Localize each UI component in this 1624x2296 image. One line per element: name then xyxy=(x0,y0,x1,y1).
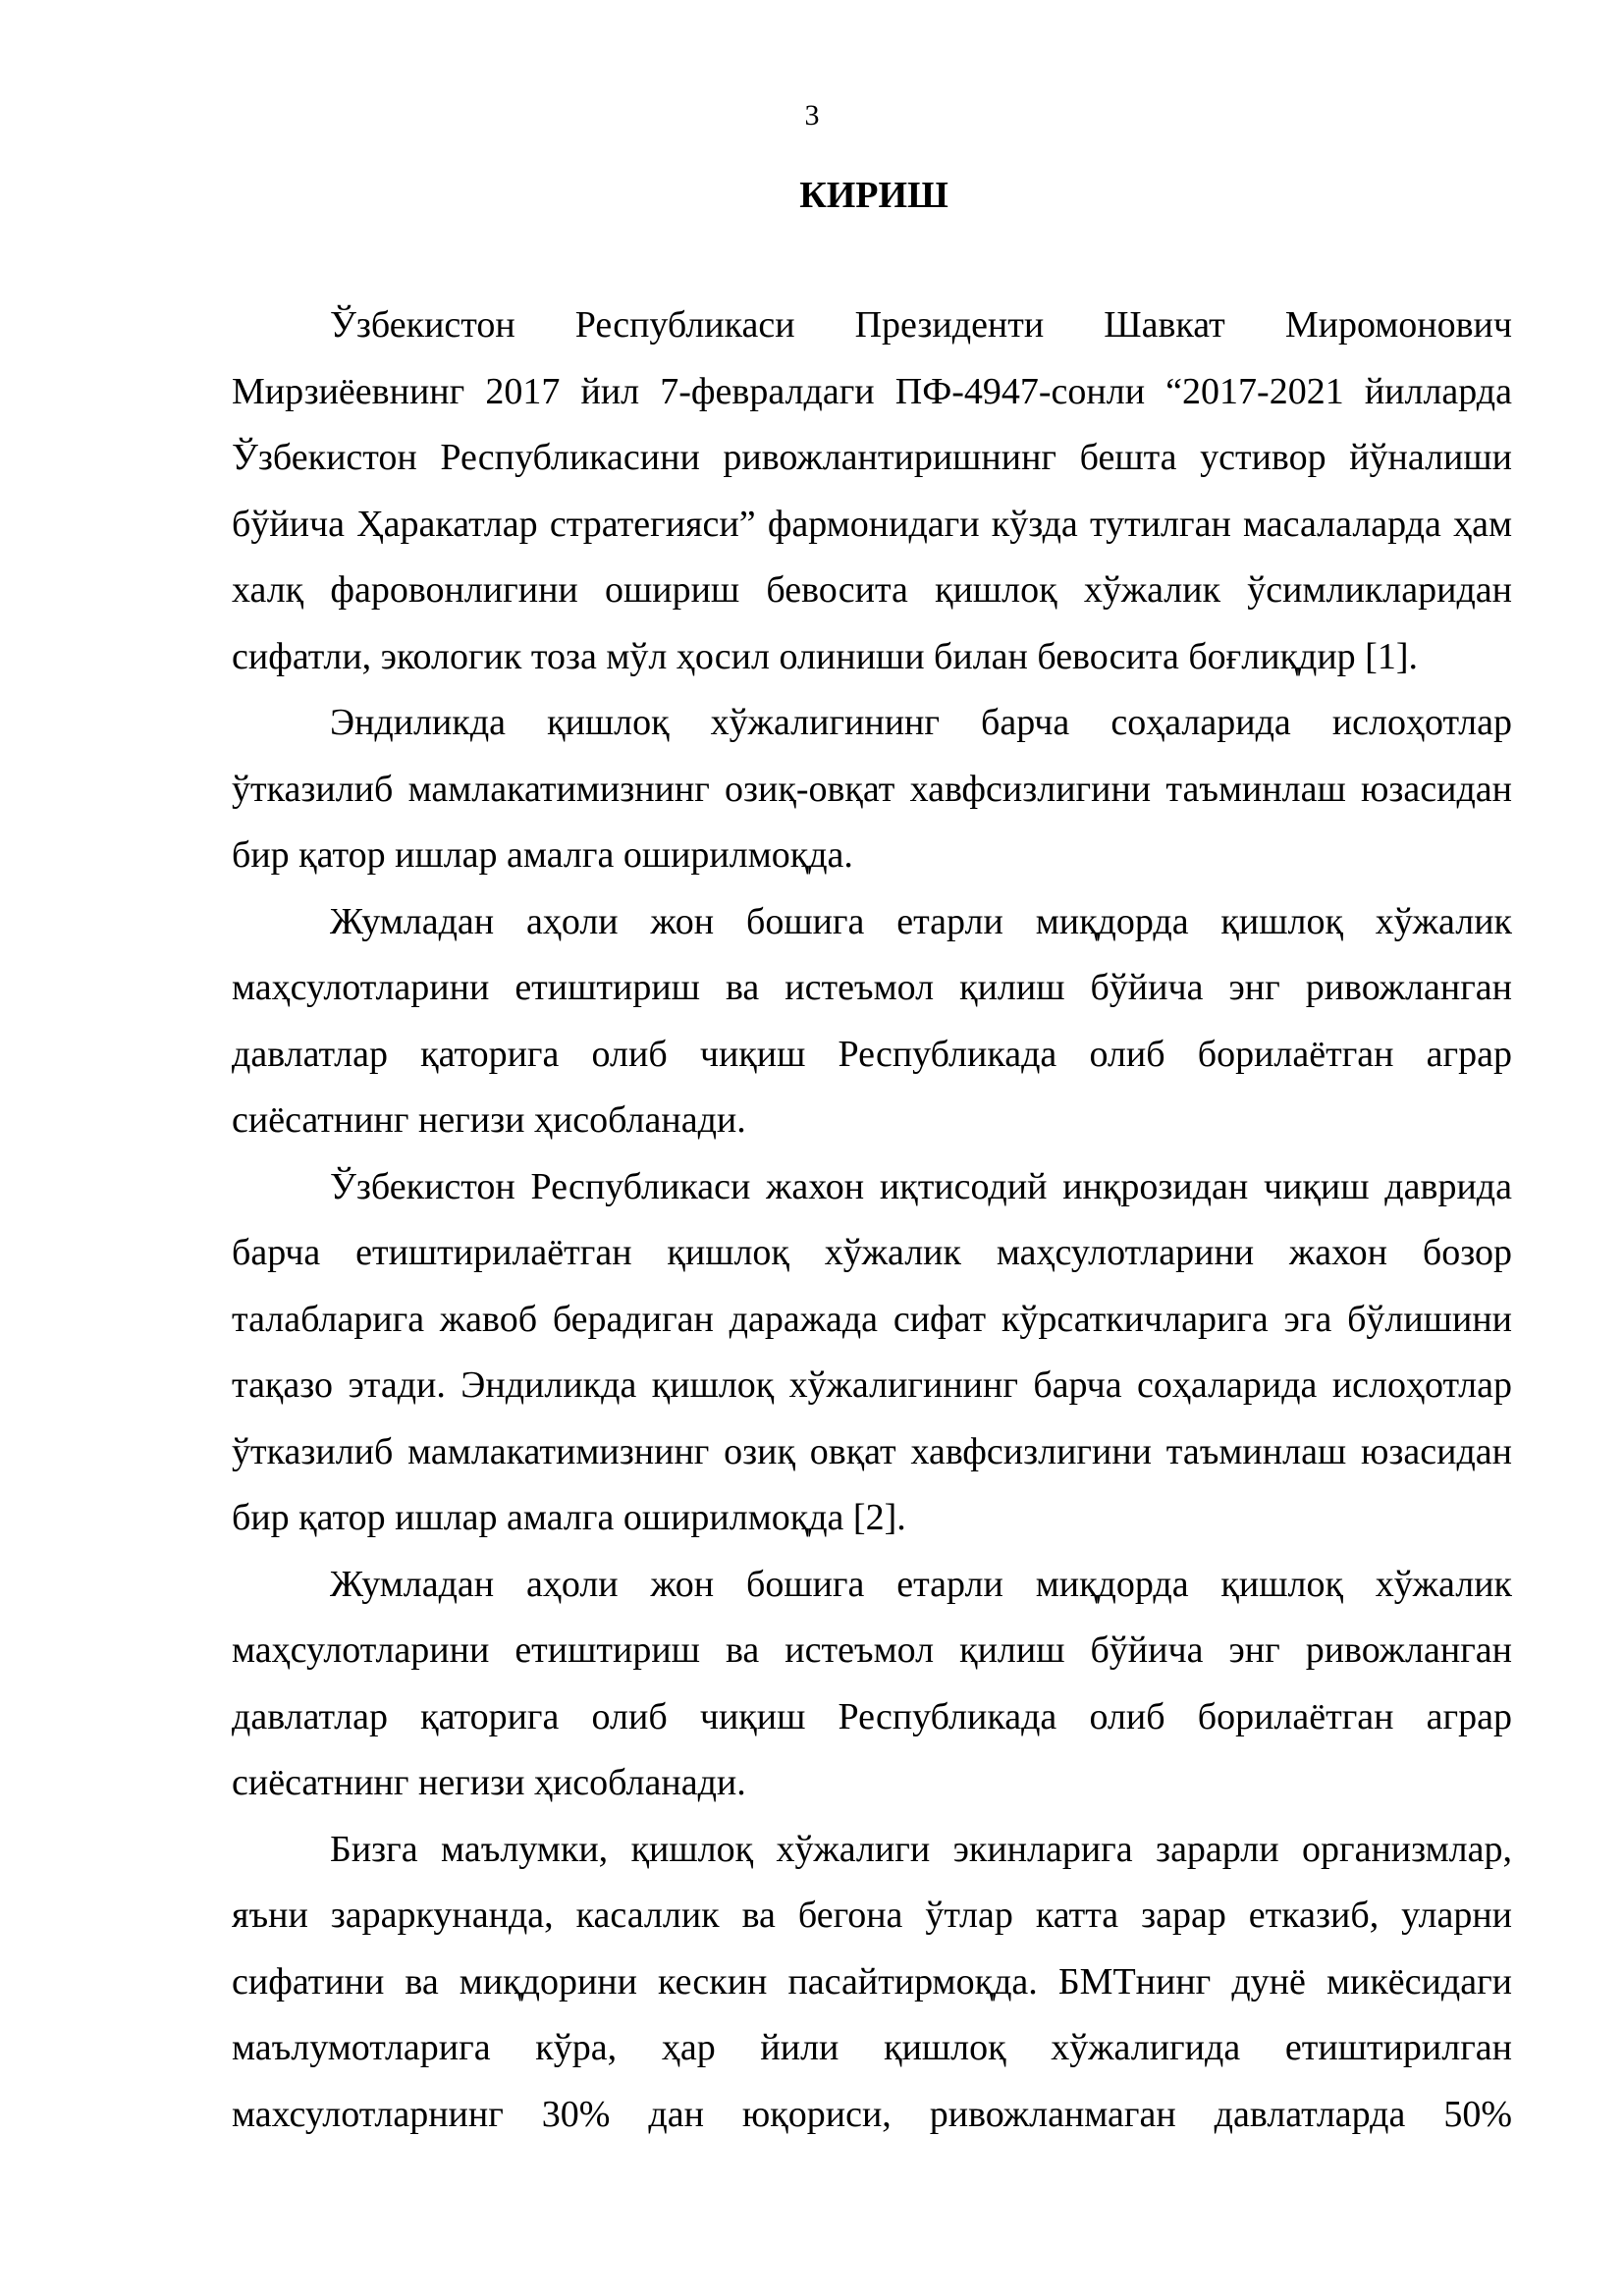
paragraph-4: Ўзбекистон Республикаси жахон иқтисодий инқрозидан чиқиш даврида барча етиштирилаётган қишлоқ хўжалик маҳсулотларини жахон бозор талабларига жавоб берадиган даражада сифат кўрсаткичларига эга бўлишини тақазо этади. Эндиликда қишлоқ хўжалигининг барча соҳаларида ислоҳотлар ўтказилиб мамлакатимизнинг озиқ овқат хавфсизлигини таъминлаш юзасидан бир қатор ишлар амалга оширилмоқда [2]. xyxy=(232,1165,1512,1538)
section-heading: КИРИШ xyxy=(799,175,948,216)
paragraph-6: Бизга маълумки, қишлоқ хўжалиги экинларига зарарли организмлар, яъни зараркунанда, касаллик ва бегона ўтлар катта зарар етказиб, уларни сифатини ва миқдорини кескин пасайтирмоқда. БМТнинг дунё микёсидаги маълумотларига кўра, ҳар йили қишлоқ хўжалигида етиштирилган махсулотларнинг 30% дан юқориси, ривожланмаган давлатларда 50% xyxy=(232,1828,1512,2135)
paragraph-1: Ўзбекистон Республикаси Президенти Шавкат Миромонович Мирзиёевнинг 2017 йил 7-февралдаги ПФ-4947-сонли “2017-2021 йилларда Ўзбекистон Республикасини ривожлантиришнинг бешта устивор йўналиши бўйича Ҳаракатлар стратегияси” фармонидаги кўзда тутилган масалаларда ҳам халқ фаровонлигини ошириш бевосита қишлоқ хўжалик ўсимликларидан сифатли, экологик тоза мўл ҳосил олиниши билан бевосита боғлиқдир [1]. xyxy=(232,304,1512,677)
paragraph-5: Жумладан аҳоли жон бошига етарли миқдорда қишлоқ хўжалик маҳсулотларини етиштириш ва истеъмол қилиш бўйича энг ривожланган давлатлар қаторига олиб чиқиш Республикада олиб борилаётган аграр сиёсатнинг негизи ҳисобланади. xyxy=(232,1563,1512,1803)
page-number: 3 xyxy=(804,99,820,132)
body-text xyxy=(232,293,1512,2148)
paragraph-3: Жумладан аҳоли жон бошига етарли миқдорда қишлоқ хўжалик маҳсулотларини етиштириш ва истеъмол қилиш бўйича энг ривожланган давлатлар қаторига олиб чиқиш Республикада олиб борилаётган аграр сиёсатнинг негизи ҳисобланади. xyxy=(232,900,1512,1141)
paragraph-2: Эндиликда қишлоқ хўжалигининг барча соҳаларида ислоҳотлар ўтказилиб мамлакатимизнинг озиқ-овқат хавфсизлигини таъминлаш юзасидан бир қатор ишлар амалга оширилмоқда. xyxy=(232,702,1512,876)
